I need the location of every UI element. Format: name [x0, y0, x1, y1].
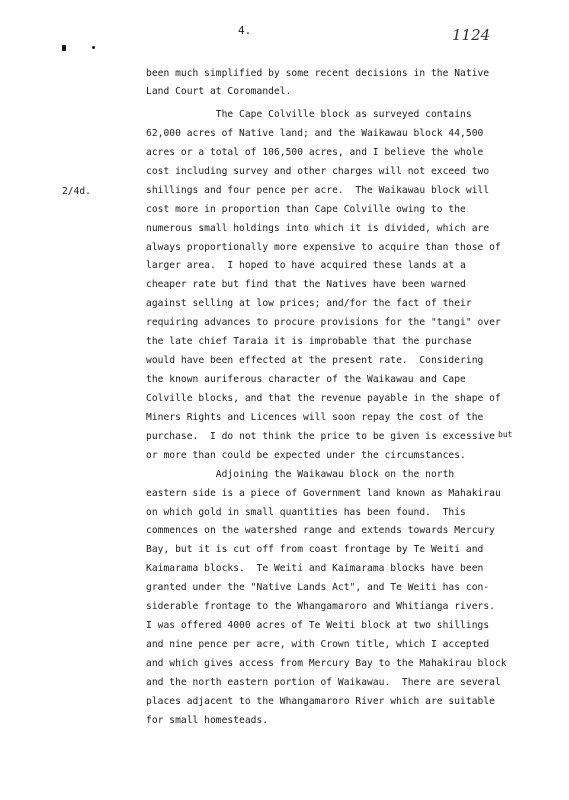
text-line: numerous small holdings into which it is divided, which are [146, 222, 490, 234]
text-line: been much simplified by some recent decisions in the Native [146, 68, 490, 79]
text-line: acres or a total of 106,500 acres, and I believe the whole [146, 146, 484, 158]
text-line: commences on the watershed range and extends towards Mercury [146, 525, 495, 537]
text-line: against selling at low prices; and/for the fact of their [146, 298, 472, 310]
text-line: siderable frontage to the Whangamaroro and Whitianga rivers. [146, 601, 495, 613]
text-line: requiring advances to procure provisions for the "tangi" over [146, 317, 501, 329]
text-line: on which gold in small quantities has been found. This [146, 506, 466, 518]
margin-note: 2/4d. [62, 186, 91, 197]
text-line: cost including survey and other charges will not exceed two [146, 165, 490, 177]
text-line: the known auriferous character of the Waikawau and Cape [146, 374, 466, 386]
text-line: for small homesteads. [146, 714, 269, 726]
text-line: Kaimarama blocks. Te Weiti and Kaimarama blocks have been [146, 563, 484, 575]
punch-mark [62, 45, 66, 51]
text-line: I was offered 4000 acres of Te Weiti block at two shillings [146, 620, 490, 632]
text-line: purchase. I do not think the price to be given is excessive [146, 430, 495, 442]
text-line: and the north eastern portion of Waikawau. There are several [146, 676, 501, 688]
text-line: the late chief Taraia it is improbable that the purchase [146, 336, 472, 348]
text-line: eastern side is a piece of Government land known as Mahakirau [146, 487, 501, 499]
text-line: always proportionally more expensive to acquire than those of [146, 241, 501, 253]
handwritten-insertion: but [498, 430, 513, 439]
text-line: larger area. I hoped to have acquired these lands at a [146, 260, 466, 272]
text-line: Colville blocks, and that the revenue payable in the shape of [146, 392, 501, 404]
text-line: Land Court at Coromandel. [146, 86, 292, 97]
text-line: or more than could be expected under the circumstances. [146, 449, 466, 461]
folio-number: 1124 [452, 26, 491, 44]
text-line: Adjoining the Waikawau block on the north [146, 468, 455, 480]
text-line: and which gives access from Mercury Bay to the Mahakirau block [146, 657, 507, 669]
text-line: would have been effected at the present rate. Considering [146, 355, 484, 367]
text-line: cost more in proportion than Cape Colville owing to the [146, 203, 466, 215]
text-line: and nine pence per acre, with Crown title, which I accepted [146, 639, 490, 651]
text-line: 62,000 acres of Native land; and the Waikawau block 44,500 [146, 127, 484, 139]
text-line: places adjacent to the Whangamaroro River which are suitable [146, 695, 495, 707]
punch-mark [92, 46, 95, 49]
text-line: shillings and four pence per acre. The Waikawau block will [146, 184, 490, 196]
text-line: granted under the "Native Lands Act", and Te Weiti has con- [146, 582, 490, 594]
text-line: Miners Rights and Licences will soon repay the cost of the [146, 411, 484, 423]
text-line: cheaper rate but find that the Natives have been warned [146, 279, 466, 291]
text-line: The Cape Colville block as surveyed contains [146, 109, 472, 120]
page-number: 4. [238, 24, 252, 37]
text-line: Bay, but it is cut off from coast frontage by Te Weiti and [146, 544, 484, 556]
